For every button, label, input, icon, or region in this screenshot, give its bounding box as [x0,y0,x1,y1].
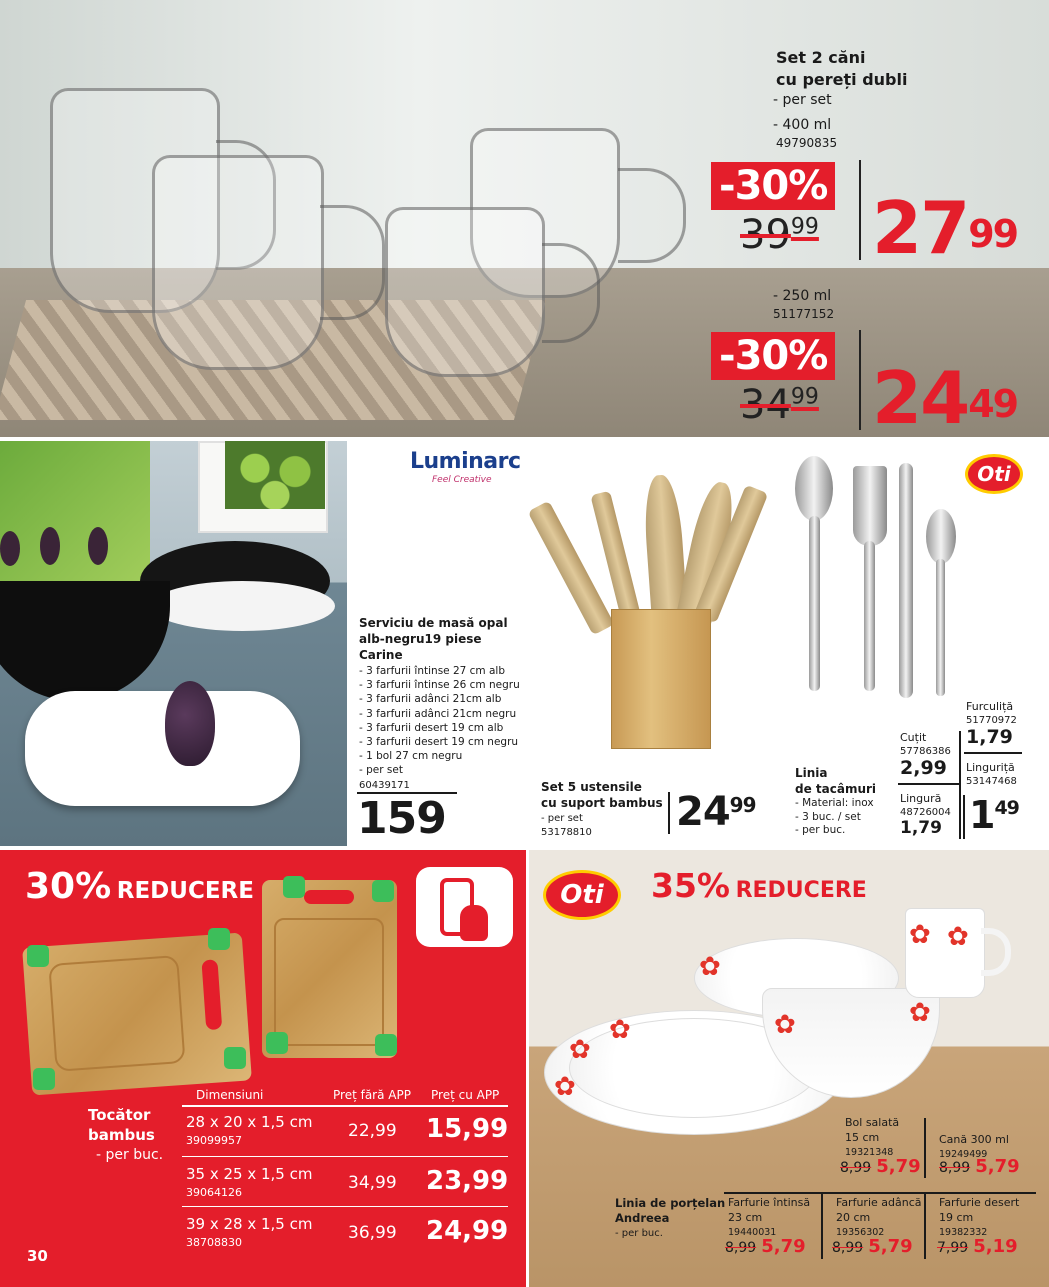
row-price-app: 24,99 [426,1216,509,1246]
luminarc-title-1: Serviciu de masă opal [359,616,508,630]
boards-per: - per buc. [96,1147,164,1163]
bamboo-title-2: cu suport bambus [541,796,663,810]
teaspoon-label: Linguriță [966,761,1015,774]
cutlery-title-2: de tacâmuri [795,782,877,796]
dessert-label: Farfurie desert [939,1196,1020,1209]
bamboo-price: $24^{99}$ [676,789,756,835]
tap-hand-icon [460,905,488,941]
deep-size: 20 cm [836,1211,871,1224]
flat-code: 19440031 [728,1227,777,1238]
divider [924,1193,926,1259]
board-corner [372,880,394,902]
mug-handle [981,928,1011,976]
dessert-code: 19382332 [939,1227,988,1238]
row-dim: 35 x 25 x 1,5 cm [186,1165,313,1183]
teaspoon-handle [936,559,945,696]
list-item: - 3 farfurii adânci 21cm negru [359,707,517,720]
flat-size: 23 cm [728,1211,763,1224]
new-price-400: $27^{99}$ [872,186,1018,270]
knife-label: Cuțit [900,731,927,744]
flower-decor: ✿ [699,952,721,982]
divider [821,1193,823,1259]
flower-decor: ✿ [774,1010,796,1040]
porcelain-per: - per buc. [615,1228,663,1239]
fork-code: 51770972 [966,715,1017,726]
flower-decor: ✿ [554,1072,576,1102]
bamboo-panel [529,441,779,846]
list-item: - 3 farfurii întinse 27 cm alb [359,665,506,677]
spoon-image [795,456,833,521]
luminarc-title-2: alb-negru19 piese [359,632,482,646]
row-price-no-app: 22,99 [348,1121,397,1141]
row-dim: 28 x 20 x 1,5 cm [186,1113,313,1131]
cutlery-panel [783,441,1049,846]
row-code: 38708830 [186,1236,242,1249]
fork-price: 1,79 [966,726,1013,748]
luminarc-price: 159 [357,793,446,844]
app-button[interactable] [416,867,513,947]
teaspoon-image [926,509,956,564]
old-price-250: $34^{99}$ [740,382,819,428]
list-item: - 3 farfurii adânci 21cm alb [359,693,502,706]
col-dimensions: Dimensiuni [196,1088,264,1102]
col-price-app: Preț cu APP [431,1088,500,1102]
flower-decor: ✿ [609,1015,631,1045]
fork-handle [864,541,875,691]
board-corner [266,1032,288,1054]
row-dim: 39 x 28 x 1,5 cm [186,1215,313,1233]
row-code: 39064126 [186,1186,242,1199]
spoon-label: Lingură [900,792,942,805]
bamboo-per: - per set [541,813,583,824]
divider [964,752,1022,754]
luminarc-photo [0,441,347,846]
porcelain-panel [529,850,1049,1287]
table-row [182,1106,508,1157]
bowl-price: 8,99 5,79 [840,1156,921,1177]
cutting-boards-panel [0,850,526,1287]
dessert-size: 19 cm [939,1211,974,1224]
row-code: 39099957 [186,1134,242,1147]
luminarc-info [347,441,525,846]
list-item: - 3 farfurii desert 19 cm negru [359,736,519,749]
cutlery-details [795,797,874,838]
list-item: - 3 farfurii întinse 26 cm negru [359,679,520,692]
list-item: - 1 bol 27 cm negru [359,750,463,763]
bamboo-holder [611,609,711,749]
oti-logo: Oti [965,454,1023,494]
flat-label: Farfurie întinsă [728,1196,811,1209]
discount-badge-250: -30% [711,332,835,380]
boards-headline: 30% REDUCERE [25,866,254,907]
old-price-400: $39^{99}$ [740,212,819,258]
price-divider [859,160,861,260]
bamboo-code: 53178810 [541,827,592,838]
row-price-app: 23,99 [426,1166,509,1196]
discount-badge-400: -30% [711,162,835,210]
spoon-code: 48726004 [900,807,951,818]
porcelain-title-1: Linia de porțelan [615,1196,726,1210]
hero-per: - per set [773,92,832,108]
teaspoon-code: 53147468 [966,776,1017,787]
list-item: - per set [359,764,403,777]
deep-code: 19356302 [836,1227,885,1238]
flower-decor: ✿ [909,920,931,950]
spoon-handle [809,516,820,691]
mug-price: 8,99 5,79 [939,1156,1020,1177]
flower-decor: ✿ [947,922,969,952]
list-item: - 3 farfurii desert 19 cm alb [359,721,504,734]
col-price-no-app: Preț fără APP [333,1088,411,1102]
price-divider [859,330,861,430]
hero-title-line2: cu pereți dubli [776,70,908,89]
list-item: - Material: inox [795,797,874,809]
luminarc-items [359,664,520,778]
knife-price: 2,99 [900,757,947,779]
mug-code: 19249499 [939,1149,988,1160]
divider [924,1118,926,1178]
divider [724,1192,1036,1194]
luminarc-title-3: Carine [359,648,403,662]
glass-handle [320,205,385,320]
luminarc-code: 60439171 [359,780,410,791]
bowl-label: Bol salată [845,1116,900,1129]
list-item: - per buc. [795,824,846,836]
boards-title-2: bambus [88,1126,155,1144]
luminarc-tagline: Feel Creative [432,475,492,485]
glass-handle [618,168,686,263]
fork-label: Furculiță [966,700,1014,713]
hero-title-line1: Set 2 căni [776,48,866,67]
teaspoon-price: $1^{49}$ [969,793,1019,837]
board-corner [375,1034,397,1056]
deep-price: 8,99 5,79 [832,1236,913,1257]
board-corner [27,945,49,967]
divider [963,795,965,839]
hero-code-250: 51177152 [773,307,835,321]
bowl-size: 15 cm [845,1131,880,1144]
board-corner [224,1047,246,1069]
board-large [22,933,252,1096]
flower-decor: ✿ [569,1035,591,1065]
hero-code-400: 49790835 [776,136,838,150]
bamboo-price-divider [668,792,670,834]
cutlery-title-1: Linia [795,766,828,780]
row-price-app: 15,99 [426,1114,509,1144]
porcelain-title-2: Andreea [615,1211,670,1225]
hero-size-250: - 250 ml [773,288,832,304]
row-price-no-app: 36,99 [348,1223,397,1243]
dessert-price: 7,99 5,19 [937,1236,1018,1257]
hero-banner [0,0,1049,437]
oti-logo: Oti [543,870,621,920]
page-number: 30 [27,1247,48,1265]
list-item: - 3 buc. / set [795,810,861,823]
board-corner [283,876,305,898]
divider [959,731,961,839]
fork-image [853,466,887,546]
table-row [182,1208,508,1258]
board-corner [208,928,230,950]
tall-glass-front [152,155,324,370]
knife-code: 57786386 [900,746,951,757]
board-corner [33,1068,55,1090]
bowl-code: 19321348 [845,1147,894,1158]
divider [898,783,960,785]
boards-title-1: Tocător [88,1106,151,1124]
hero-size-400: - 400 ml [773,117,832,133]
porcelain-headline: 35% REDUCERE [651,866,867,905]
new-price-250: $24^{49}$ [872,356,1018,437]
small-glass-front [385,207,545,377]
deep-label: Farfurie adâncă [836,1196,922,1209]
flower-decor: ✿ [909,998,931,1028]
flat-price: 8,99 5,79 [725,1236,806,1257]
table-row [182,1158,508,1207]
mug-label: Cană 300 ml [939,1133,1009,1146]
row-price-no-app: 34,99 [348,1173,397,1193]
bamboo-title-1: Set 5 ustensile [541,780,642,794]
luminarc-logo: Luminarc [410,449,521,474]
knife-image [899,463,913,698]
spoon-price: 1,79 [900,818,942,838]
